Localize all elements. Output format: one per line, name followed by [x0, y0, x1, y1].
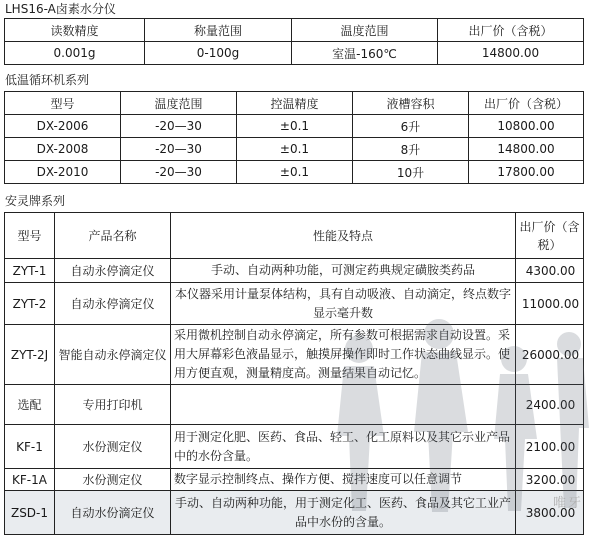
table-cell: 3200.00 — [516, 469, 584, 491]
table-row — [5, 425, 584, 469]
section3-title: 安灵牌系列 — [5, 194, 66, 208]
table-cell: 自动永停滴定仪 — [55, 283, 171, 325]
header-cell: 型号 — [5, 92, 121, 115]
table-cell: ±0.1 — [237, 161, 353, 184]
section2-title: 低温循环机系列 — [5, 73, 90, 87]
anling-series-table — [4, 212, 584, 535]
table-cell: DX-2008 — [5, 138, 121, 161]
table-cell: 10升 — [353, 161, 469, 184]
table-cell: 0.001g — [5, 42, 145, 65]
table-cell: 26000.00 — [516, 325, 584, 385]
header-cell: 温度范围 — [292, 19, 438, 42]
header-cell: 出厂价（含税） — [516, 213, 584, 259]
table-cell: 手动、自动两种功能，可测定药典规定磺胺类药品 — [171, 259, 516, 283]
header-cell: 出厂价（含税） — [469, 92, 584, 115]
table-row — [5, 385, 584, 425]
table-row — [5, 138, 584, 161]
table-cell: 2100.00 — [516, 425, 584, 469]
table-cell: ±0.1 — [237, 115, 353, 138]
table-cell: 17800.00 — [469, 161, 584, 184]
table-cell: 智能自动永停滴定仪 — [55, 325, 171, 385]
table-cell: ZYT-2J — [5, 325, 55, 385]
table-cell: 11000.00 — [516, 283, 584, 325]
table-header-row — [5, 92, 584, 115]
header-cell: 称量范围 — [145, 19, 292, 42]
table-cell: KF-1 — [5, 425, 55, 469]
low-temp-circulator-table — [4, 91, 584, 184]
table-cell: 选配 — [5, 385, 55, 425]
table-cell: ±0.1 — [237, 138, 353, 161]
table-header-row — [5, 213, 584, 259]
header-cell: 读数精度 — [5, 19, 145, 42]
table-cell: ZYT-2 — [5, 283, 55, 325]
table-cell: 水份测定仪 — [55, 425, 171, 469]
table-cell: 数字显示控制终点、操作方便、搅拌速度可以任意调节 — [171, 469, 516, 491]
halogen-moisture-table — [4, 18, 584, 65]
header-cell: 出厂价（含税） — [438, 19, 584, 42]
watermark-text: 唯牙 — [552, 496, 583, 511]
table-cell: ZYT-1 — [5, 259, 55, 283]
table-cell: 14800.00 — [469, 138, 584, 161]
table-row — [5, 469, 584, 491]
table-cell: 10800.00 — [469, 115, 584, 138]
table-cell: 水份测定仪 — [55, 469, 171, 491]
table-cell: 3800.00 — [516, 491, 584, 535]
table-row — [5, 161, 584, 184]
table-row — [5, 259, 584, 283]
table-cell: KF-1A — [5, 469, 55, 491]
table-header-row — [5, 19, 584, 42]
table-cell: 采用微机控制自动永停滴定，所有参数可根据需求自动设置。采用大屏幕彩色液晶显示，触摸屏操作即时工作状态曲线显示。使用方便直观，测量精度高。测量结果自动记忆。 — [171, 325, 516, 385]
header-cell: 性能及特点 — [171, 213, 516, 259]
table-row — [5, 325, 584, 385]
header-cell: 型号 — [5, 213, 55, 259]
table-cell: 8升 — [353, 138, 469, 161]
table-cell: 自动水份滴定仪 — [55, 491, 171, 535]
table-cell: -20—30 — [121, 161, 237, 184]
table-cell: 用于测定化肥、医药、食品、轻工、化工原料以及其它示业产品中的水份含量。 — [171, 425, 516, 469]
table-cell: DX-2010 — [5, 161, 121, 184]
table-cell: DX-2006 — [5, 115, 121, 138]
header-cell: 产品名称 — [55, 213, 171, 259]
table-row — [5, 42, 584, 65]
table-cell: 14800.00 — [438, 42, 584, 65]
table-row — [5, 283, 584, 325]
table-cell — [171, 385, 516, 425]
table-cell: 4300.00 — [516, 259, 584, 283]
header-cell: 温度范围 — [121, 92, 237, 115]
table-row — [5, 115, 584, 138]
header-cell: 控温精度 — [237, 92, 353, 115]
table-cell: 室温-160℃ — [292, 42, 438, 65]
header-cell: 液槽容积 — [353, 92, 469, 115]
table-cell: 本仪器采用计量泵体结构，具有自动吸液、自动滴定，终点数字显示毫升数 — [171, 283, 516, 325]
table-cell: ZSD-1 — [5, 491, 55, 535]
table-cell: 6升 — [353, 115, 469, 138]
table-cell: -20—30 — [121, 115, 237, 138]
table-cell: 专用打印机 — [55, 385, 171, 425]
table-cell: 手动、自动两种功能，用于测定化工、医药、食品及其它工业产品中水份的含量。 — [171, 491, 516, 535]
table-row — [5, 491, 584, 535]
table-cell: 自动永停滴定仪 — [55, 259, 171, 283]
table-cell: 0-100g — [145, 42, 292, 65]
table-cell: 2400.00 — [516, 385, 584, 425]
table-cell: -20—30 — [121, 138, 237, 161]
section1-title: LHS16-A卤素水分仪 — [5, 2, 116, 16]
